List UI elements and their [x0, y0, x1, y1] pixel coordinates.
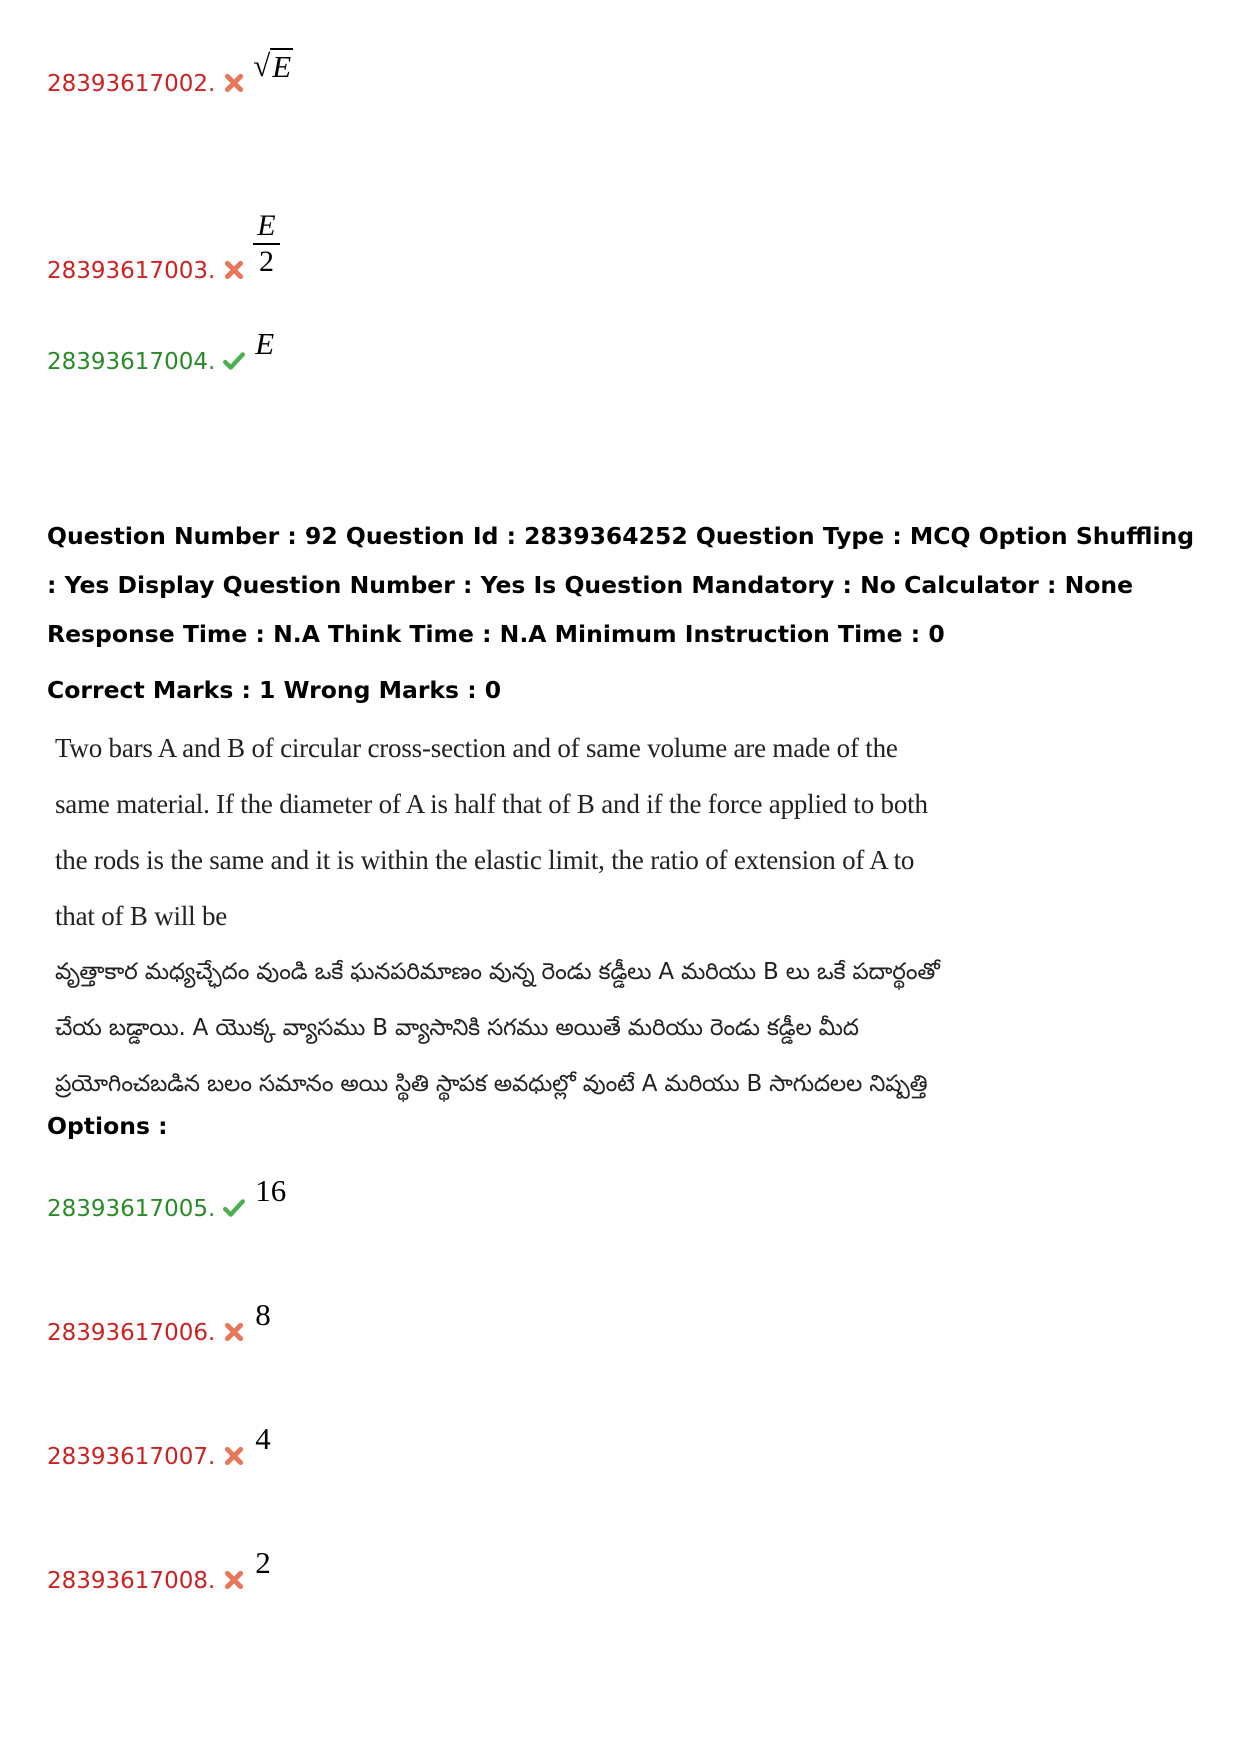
option-id: 28393617008.: [47, 1568, 216, 1594]
option-value: E: [255, 326, 275, 361]
option-row: [47, 48, 293, 98]
option-value: 4: [255, 1421, 271, 1456]
question-text: [55, 720, 955, 1112]
radicand: E: [272, 49, 292, 84]
fraction-denominator: 2: [258, 245, 274, 278]
option-row: [47, 209, 280, 285]
option-id: 28393617004.: [47, 349, 216, 375]
option-value-fraction: [253, 209, 279, 279]
option-row: [47, 326, 275, 376]
option-row: [47, 1545, 271, 1595]
question-meta: Question Number : 92 Question Id : 2839364252 Question Type : MCQ Option Shuffling : Yes Display Question Number : Yes Is Question Mandatory : No Calculator : None Response Time : N.A Think Time : N.A Minimum Instruction Time : 0: [47, 522, 1195, 648]
question-text-telugu: వృత్తాకార మధ్యచ్ఛేదం వుండి ఒకే ఘనపరిమాణం వున్న రెండు కడ్డీలు A మరియు B లు ఒకే పదార్థంతో చేయ బడ్డాయి. A యొక్క వ్యాసము B వ్యాసానికి సగము అయితే మరియు రెండు కడ్డీల మీద ప్రయోగించబడిన బలం సమానం అయి స్థితి స్థాపక అవధుల్లో వుంటే A మరియు B సాగుదలల నిష్పత్తి: [55, 959, 940, 1097]
option-id: 28393617005.: [47, 1196, 216, 1222]
option-row: [47, 1297, 271, 1347]
option-value: 8: [255, 1297, 271, 1332]
option-id: 28393617006.: [47, 1320, 216, 1346]
cross-icon: [223, 72, 245, 94]
question-text-english: Two bars A and B of circular cross-section and of same volume are made of the same material. If the diameter of A is half that of B and if the force applied to both the rods is the same and it is within the elastic limit, the ratio of extension of A to that of B will be: [55, 733, 928, 931]
option-value: √ E: [253, 48, 292, 84]
cross-icon: [223, 1445, 245, 1467]
option-id: 28393617002.: [47, 71, 216, 97]
fraction-numerator: E: [253, 209, 279, 245]
cross-icon: [223, 259, 245, 281]
cross-icon: [223, 1569, 245, 1591]
option-id: 28393617003.: [47, 258, 216, 284]
cross-icon: [223, 1321, 245, 1343]
question-marks: Correct Marks : 1 Wrong Marks : 0: [47, 676, 502, 704]
check-icon: [223, 1197, 245, 1219]
check-icon: [223, 350, 245, 372]
option-id: 28393617007.: [47, 1444, 216, 1470]
option-row: [47, 1421, 271, 1471]
option-row: [47, 1173, 287, 1223]
option-value: 16: [255, 1173, 287, 1208]
options-label: Options :: [47, 1112, 168, 1140]
option-value: 2: [255, 1545, 271, 1580]
